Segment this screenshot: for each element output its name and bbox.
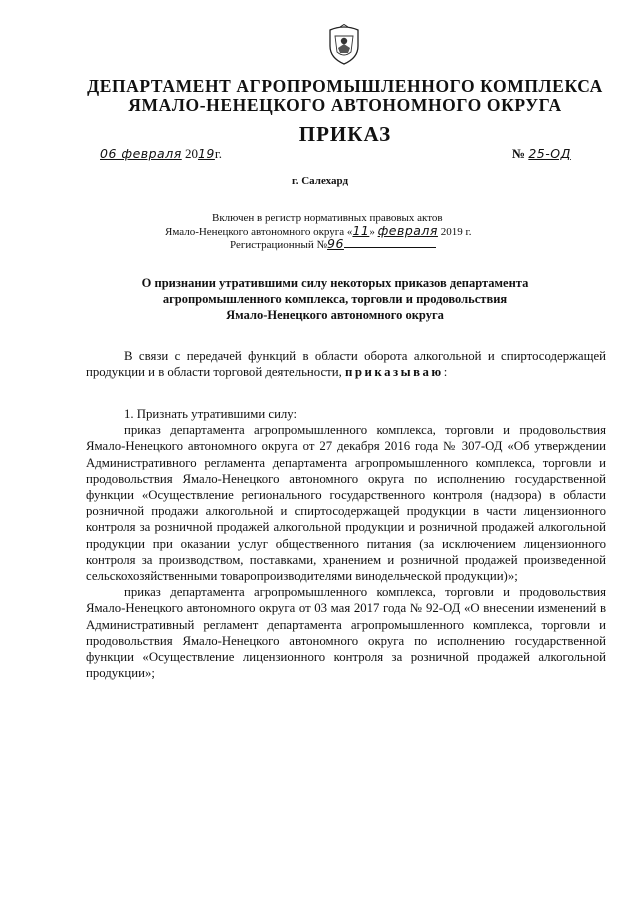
registration-line1: Включен в регистр нормативных правовых актов (212, 212, 443, 224)
intro-paragraph (86, 348, 606, 380)
document-title (100, 275, 570, 323)
intro-text: В связи с передачей функций в области оборота алкогольной и спиртосодержащей продукции и в области торговой деятельности, (86, 349, 606, 380)
order-date (100, 146, 222, 162)
department-name-line2: ЯМАЛО-НЕНЕЦКОГО АВТОНОМНОГО ОКРУГА (128, 95, 562, 115)
decree-colon: : (443, 365, 448, 380)
item1-paragraph2: приказ департамента агропромышленного комплекса, торговли и продовольствия Ямало-Ненецкого автономного округа от 03 мая 2017 года № 92-ОД «О внесении изменений в Административный регламент департамента агропромышленного комплекса, торговли и продовольствия Ямало-Ненецкого автономного округа по исполнению государственной функции «Осуществление лицензионного контроля за розничной продажей алкогольной продукции»; (86, 585, 606, 681)
registration-number-label: Регистрационный № (230, 239, 328, 251)
document-title-line1: О признании утратившими силу некоторых приказов департамента (141, 276, 529, 290)
registration-number-underline (344, 236, 436, 248)
document-title-line3: Ямало-Ненецкого автономного округа (226, 308, 444, 322)
date-handwritten: 06 февраля (100, 146, 182, 161)
registration-month-handwritten: февраля (377, 223, 438, 238)
document-title-line2: агропромышленного комплекса, торговли и продовольствия (162, 292, 508, 306)
department-name-line1: ДЕПАРТАМЕНТ АГРОПРОМЫШЛЕННОГО КОМПЛЕКСА (87, 76, 603, 96)
date-suffix: г. (214, 146, 223, 161)
registration-line2-suffix: 2019 г. (440, 226, 472, 238)
date-year-prefix: 20 (184, 146, 198, 161)
coat-of-arms-icon (326, 24, 362, 66)
registration-line3 (230, 236, 436, 252)
registration-day-handwritten: 11 (352, 223, 370, 238)
registration-line2-prefix: Ямало-Ненецкого автономного округа « (165, 226, 353, 238)
number-label: № (512, 146, 526, 161)
registration-line2-mid: » (369, 226, 375, 238)
item1-title: 1. Признать утратившими силу: (124, 407, 298, 421)
city: г. Салехард (291, 175, 349, 187)
item1-paragraph1: приказ департамента агропромышленного комплекса, торговли и продовольствия Ямало-Ненецкого автономного округа от 27 декабря 2016 года № 307-ОД «Об утверждении Административного регламента департамента агропромышленного комплекса, торговли и продовольствия Ямало-Ненецкого автономного округа по исполнению государственной функции «Осуществление регионального государственного контроля (надзора) в области розничной продажи алкогольной и спиртосодержащей продукции в части лицензионного контроля за розничной продажей алкогольной продукции и розничной продажей алкогольной продукции при оказании услуг общественного питания (за исключением лицензионного контроля за производством, поставками, хранением и розничной продажей произведенной сельскохозяйственными товаропроизводителями винодельческой продукции)»; (86, 423, 606, 584)
order-items (86, 406, 606, 681)
document-type: ПРИКАЗ (298, 122, 392, 146)
date-year-handwritten: 19 (197, 146, 215, 161)
number-handwritten: 25-ОД (528, 146, 571, 161)
order-number (512, 146, 571, 162)
decree-word: приказываю (345, 365, 444, 380)
registration-number-handwritten: 96 (327, 236, 344, 251)
